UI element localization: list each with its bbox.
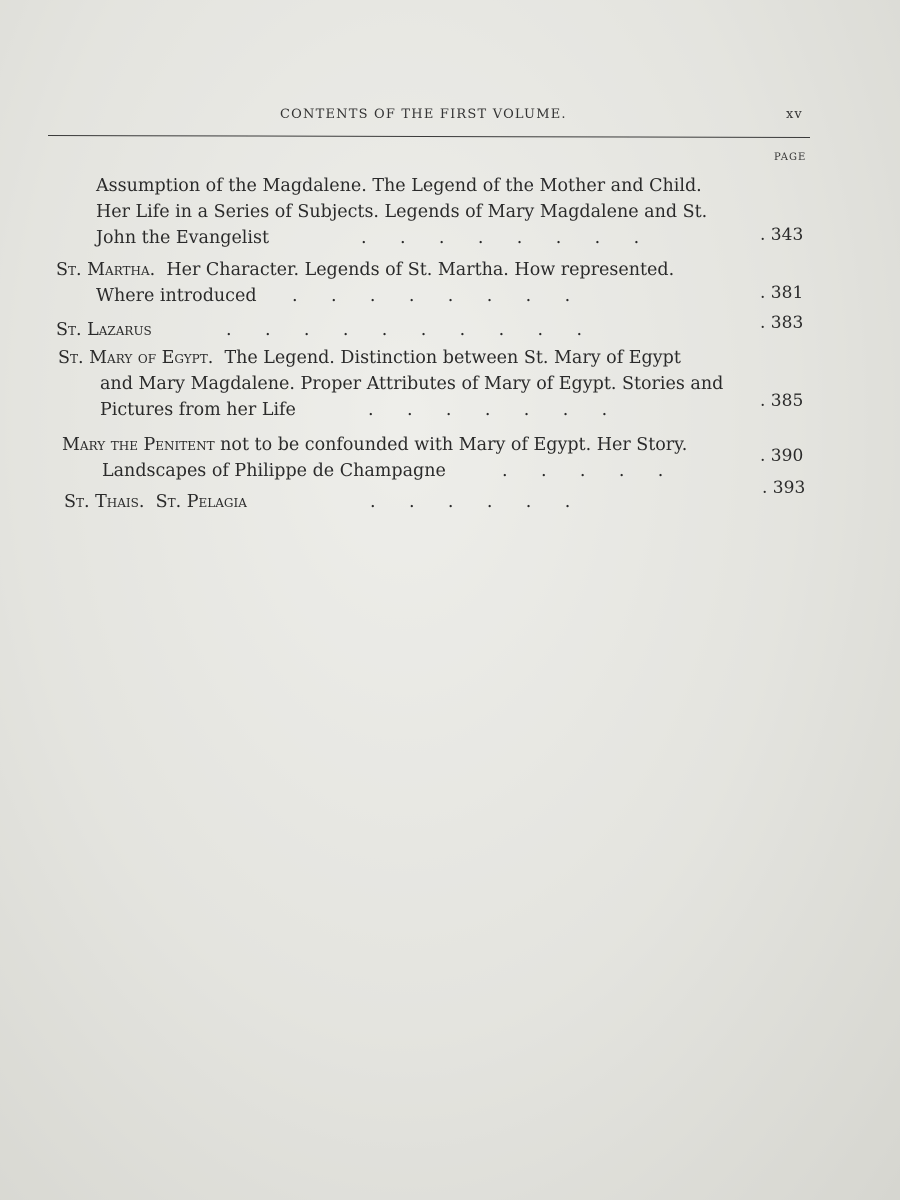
toc-entry-mary-of-egypt [58,345,723,423]
entry-title: Mary the Penitent [62,435,215,455]
leader-dots: . . . . . . . [368,400,608,420]
page-number: . 390 [760,446,804,466]
entry-title: St. Martha. [56,260,156,280]
entry-line: St. Mary of Egypt. The Legend. Distinction between St. Mary of Egypt [58,348,681,368]
entry-line: Assumption of the Magdalene. The Legend of the Mother and Child. [96,176,702,196]
page-number: . 381 [760,283,804,303]
entry-line: and Mary Magdalene. Proper Attributes of Mary of Egypt. Stories and [100,374,724,394]
entry-title: St. Pelagia [155,492,247,512]
running-head: CONTENTS OF THE FIRST VOLUME. [280,107,567,122]
page-folio: xv [786,107,803,122]
leader-dots: . . . . . . . . . . [226,320,583,340]
toc-entry-martha [56,257,674,309]
leader-dots: . . . . . . [370,492,571,512]
page-number: . 393 [762,478,806,498]
page-number: . 383 [760,313,804,333]
page-column-label: PAGE [774,152,807,163]
entry-line: John the Evangelist . . . . . . . . [96,225,707,251]
entry-line: Pictures from her Life . . . . . . . [58,397,723,423]
header-rule [48,135,810,138]
entry-line: Where introduced . . . . . . . . [56,283,674,309]
leader-dots: . . . . . . . . [361,228,640,248]
leader-dots: . . . . . [502,461,664,481]
entry-line: Landscapes of Philippe de Champagne . . . . . [62,458,687,484]
page-number: . 385 [760,391,804,411]
toc-entry-magdalene [96,173,707,251]
toc-entry-thais-pelagia [64,489,571,515]
entry-line [56,317,583,343]
entry-title: St. Mary of Egypt. [58,348,214,368]
leader-dots: . . . . . . . . [292,286,571,306]
entry-line: Her Life in a Series of Subjects. Legends of Mary Magdalene and St. [96,202,708,222]
entry-line [64,489,571,515]
entry-line: Mary the Penitent not to be confounded with Mary of Egypt. Her Story. [62,435,688,455]
entry-title: St. Thais. [64,492,145,512]
entry-title: St. Lazarus [56,320,152,340]
page-number: . 343 [760,225,804,245]
toc-entry-mary-the-penitent [62,432,687,484]
entry-line: St. Martha. Her Character. Legends of St. Martha. How represented. [56,260,675,280]
toc-entry-lazarus [56,317,583,343]
